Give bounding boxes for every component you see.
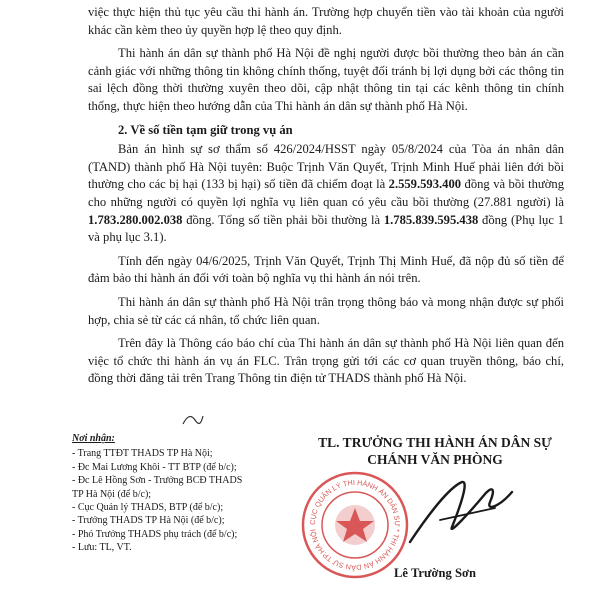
signature-block	[300, 434, 570, 468]
paragraph-1: việc thực hiện thủ tục yêu cầu thi hành án. Trường hợp chuyển tiền vào tài khoản của người khác cần kèm theo ủy quyền hợp lệ theo quy định.	[88, 5, 564, 37]
paragraph-3-part-d: đồng (Phụ lục 1 và phụ lục 3.1).	[88, 212, 564, 245]
paragraph-3-part-b: đồng và bồi thường cho những người có quyền lợi nghĩa vụ liên quan có yêu cầu bồi thường (27.881 người) là	[88, 177, 565, 209]
seal-text: CỤC QUẢN LÝ THI HÀNH ÁN DÂN SỰ * THI HÀNH ÁN DÂN SỰ TP.HÀ NỘI	[307, 477, 403, 573]
signature-subtitle: CHÁNH VĂN PHÒNG	[367, 452, 503, 467]
recipients-block	[72, 432, 302, 555]
handwritten-signature-icon	[400, 472, 520, 552]
paragraph-3-part-a: Bản án hình sự sơ thẩm số 426/2024/HSST ngày 05/8/2024 của Tòa án nhân dân (TAND) thành phố Hà Nội tuyên: Buộc Trịnh Văn Quyết, Trịnh Minh Huế phải liên đới bồi thường cho các bị hại (133 bị hại) số tiền đã chiếm đoạt là	[88, 142, 564, 192]
recipients-title: Nơi nhận:	[72, 433, 115, 444]
official-seal-icon	[300, 470, 410, 580]
recipient-item: - Lưu: TL, VT.	[72, 542, 132, 554]
paragraph-3	[88, 141, 564, 247]
section-heading-2: 2. Về số tiền tạm giữ trong vụ án	[118, 122, 293, 137]
paragraph-4: Tính đến ngày 04/6/2025, Trịnh Văn Quyết, Trịnh Thị Minh Huế, đã nộp đủ số tiền để đảm bảo thi hành án đối với toàn bộ nghĩa vụ thi hành án nói trên.	[88, 253, 564, 286]
handwritten-mark-icon	[181, 412, 205, 428]
recipients-list	[72, 447, 302, 554]
signer-name: Lê Trường Sơn	[394, 566, 476, 580]
recipient-item: - Trang TTĐT THADS TP Hà Nội;	[72, 448, 213, 460]
amount-victims: 2.559.593.400	[388, 177, 462, 192]
recipient-item: - Đc Mai Lương Khôi - TT BTP (để b/c);	[72, 461, 237, 473]
document-body	[88, 4, 564, 394]
paragraph-6: Trên đây là Thông cáo báo chí của Thi hành án dân sự thành phố Hà Nội liên quan đến việc tổ chức thi hành án vụ án FLC. Trân trọng gửi tới các cơ quan truyền thông, báo chí, đồng thời đăng tải trên Trang Thông tin điện tử THADS thành phố Hà Nội.	[88, 336, 564, 386]
paragraph-2: Thi hành án dân sự thành phố Hà Nội đề nghị người được bồi thường theo bản án cần cảnh giác với những thông tin không chính thống, tuyệt đối tránh bị lợi dụng bởi các thông tin sai lệch đồng thời thường xuyên theo dõi, cập nhật thông tin tại các kênh thông tin chính thống, thực hiện theo hướng dẫn của Thi hành án dân sự thành phố Hà Nội.	[88, 46, 564, 113]
amount-total: 1.785.839.595.438	[383, 212, 479, 227]
recipient-item: TP Hà Nội (để b/c);	[72, 488, 152, 500]
recipient-item: - Cục Quản lý THADS, BTP (để b/c);	[72, 502, 224, 514]
recipient-item: - Phó Trưởng THADS phụ trách (để b/c);	[72, 528, 238, 540]
paragraph-3-part-c: đồng. Tổng số tiền phải bồi thường là	[182, 212, 384, 227]
amount-related-parties: 1.783.280.002.038	[88, 212, 183, 227]
signature-title: TL. TRƯỞNG THI HÀNH ÁN DÂN SỰ	[318, 435, 552, 450]
recipient-item: - Trưởng THADS TP Hà Nội (để b/c);	[72, 515, 225, 527]
recipient-item: - Đc Lê Hồng Sơn - Trưởng BCĐ THADS	[72, 475, 243, 487]
paragraph-5: Thi hành án dân sự thành phố Hà Nội trân trọng thông báo và mong nhận được sự phối hợp, chia sẻ từ các cá nhân, tổ chức liên quan.	[88, 294, 564, 327]
